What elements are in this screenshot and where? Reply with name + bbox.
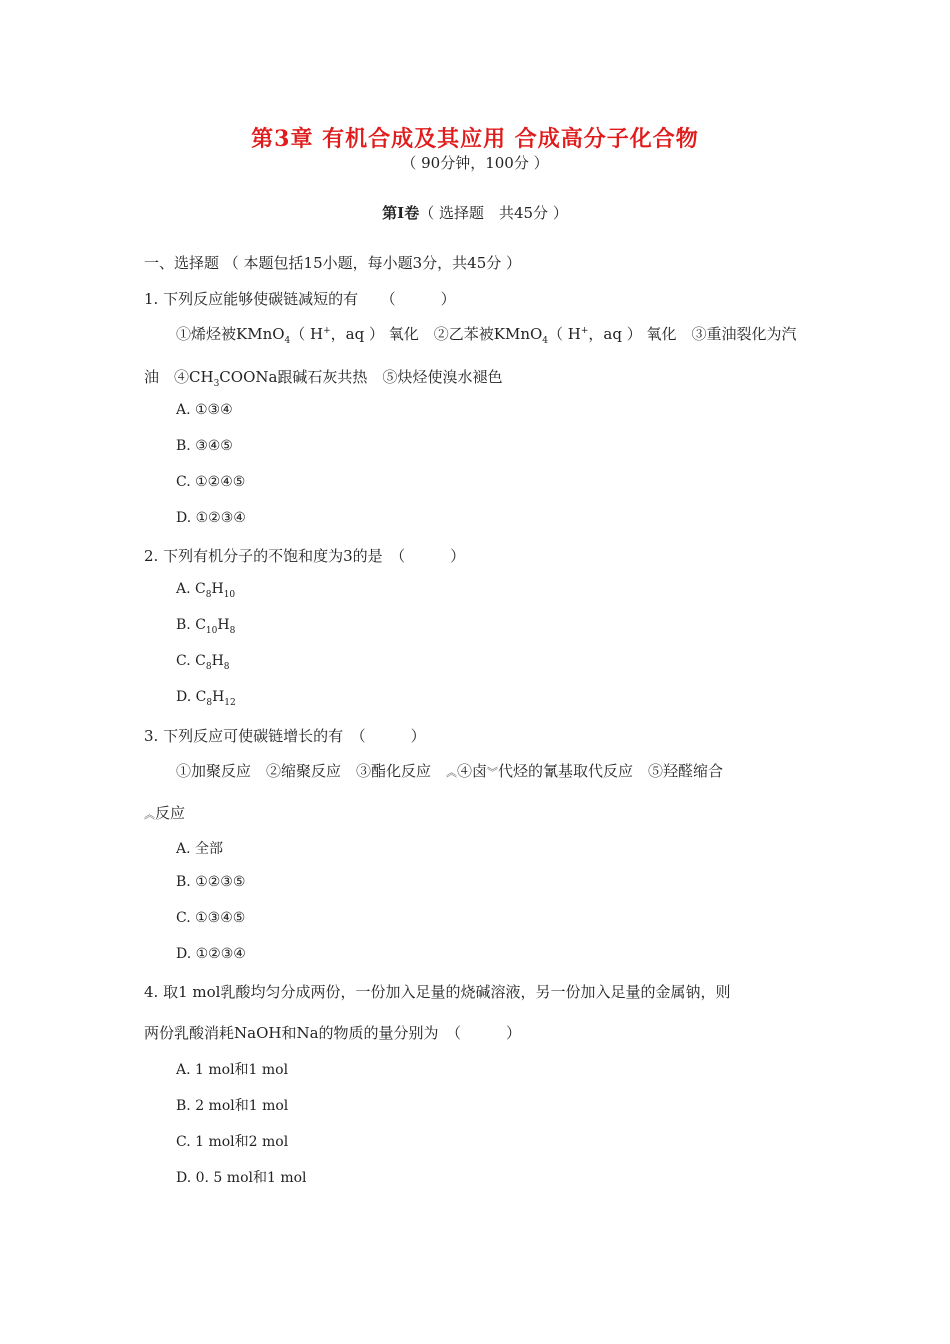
q3-line3: [144, 802, 185, 823]
q1-stem: 1. 下列反应能够使碳链减短的有 （ ）: [144, 290, 456, 308]
q3-line2-c: 代烃的氰基取代反应 ⑤羟醛缩合: [498, 762, 724, 780]
q3-line2: [176, 760, 723, 781]
q1-option-a: A. ①③④: [176, 402, 233, 418]
q4-option-d: D. 0. 5 mol和1 mol: [176, 1170, 307, 1186]
q4-option-a: A. 1 mol和1 mol: [176, 1062, 289, 1078]
q2-option-c: [176, 653, 230, 672]
q2-c-m: H: [211, 653, 224, 669]
page-subtitle: （ 90分钟，100分 ）: [401, 154, 549, 172]
q1-option-c: C. ①②④⑤: [176, 474, 246, 490]
q2-c-label: C. C: [176, 653, 206, 669]
q2-b-label: B. C: [176, 617, 206, 633]
q4-option-c: C. 1 mol和2 mol: [176, 1134, 289, 1150]
page-title: 第3章 有机合成及其应用 合成高分子化合物: [251, 126, 699, 152]
q2-c-s2: 8: [223, 661, 230, 672]
q3-line2-a: ①加聚反应 ②缩聚反应 ③酯化反应: [176, 762, 447, 780]
q2-d-label: D. C: [176, 689, 207, 705]
q1-line2-a: ①烯烃被KMnO: [176, 325, 285, 343]
q2-a-s1: 8: [205, 589, 212, 600]
q1-line2-i: ，aq ） 氧化 ③重油裂化为汽: [588, 325, 797, 343]
q4-line2: 两份乳酸消耗NaOH和Na的物质的量分别为 （ ）: [144, 1024, 522, 1042]
q2-a-s2: 10: [223, 589, 236, 600]
section-rest: （ 选择题 共45分 ）: [419, 204, 568, 222]
q2-option-d: [176, 689, 236, 708]
q1-line2-e: ，aq ） 氧化 ②乙苯被KMnO: [330, 325, 543, 343]
section-head: 第Ⅰ卷: [382, 204, 420, 222]
q1-line3: [144, 366, 502, 389]
q2-a-m: H: [211, 581, 224, 597]
q3-line3-text: 反应: [155, 804, 186, 822]
q4-stem: 4. 取1 mol乳酸均匀分成两份，一份加入足量的烧碱溶液，另一份加入足量的金属钠，则: [144, 983, 731, 1001]
q3-option-c: C. ①③④⑤: [176, 910, 246, 926]
q2-a-label: A. C: [176, 581, 206, 597]
q1-line3-c: COONa跟碱石灰共热 ⑤炔烃使溴水褪色: [219, 368, 503, 386]
q1-line2: [176, 323, 797, 346]
caret-down-icon: ︾: [487, 766, 499, 779]
q2-d-s2: 12: [224, 697, 236, 708]
q2-b-m: H: [217, 617, 230, 633]
q3-option-d: D. ①②③④: [176, 946, 246, 962]
q1-line3-a: 油 ④CH: [144, 368, 214, 386]
q2-c-s1: 8: [205, 661, 212, 672]
q1-line2-b: 4: [284, 336, 291, 346]
q1-line2-g: （ H: [548, 325, 581, 343]
q1-line2-h: +: [580, 326, 589, 336]
q3-option-a: A. 全部: [176, 841, 224, 857]
caret-up-icon: ︽: [144, 808, 155, 821]
q2-d-s1: 8: [206, 697, 213, 708]
part-heading: 一、选择题 （ 本题包括15小题，每小题3分，共45分 ）: [144, 254, 522, 272]
q1-option-d: D. ①②③④: [176, 510, 246, 526]
q1-line3-b: 3: [213, 379, 220, 389]
section-heading: [0, 202, 950, 223]
q2-stem: 2. 下列有机分子的不饱和度为3的是 （ ）: [144, 547, 466, 565]
q1-line2-f: 4: [542, 336, 549, 346]
q3-option-b: B. ①②③⑤: [176, 874, 246, 890]
q2-b-s1: 10: [205, 625, 218, 636]
q2-d-m: H: [212, 689, 225, 705]
q2-option-a: [176, 581, 235, 600]
q2-option-b: [176, 617, 235, 636]
q1-line2-c: （ H: [290, 325, 324, 343]
q2-b-s2: 8: [229, 625, 236, 636]
q1-option-b: B. ③④⑤: [176, 438, 233, 454]
q4-option-b: B. 2 mol和1 mol: [176, 1098, 289, 1114]
q3-stem: 3. 下列反应可使碳链增长的有 （ ）: [144, 727, 426, 745]
q3-line2-b: ④卤: [457, 762, 488, 780]
caret-up-icon: ︽: [446, 766, 458, 779]
q1-line2-d: +: [323, 326, 331, 336]
